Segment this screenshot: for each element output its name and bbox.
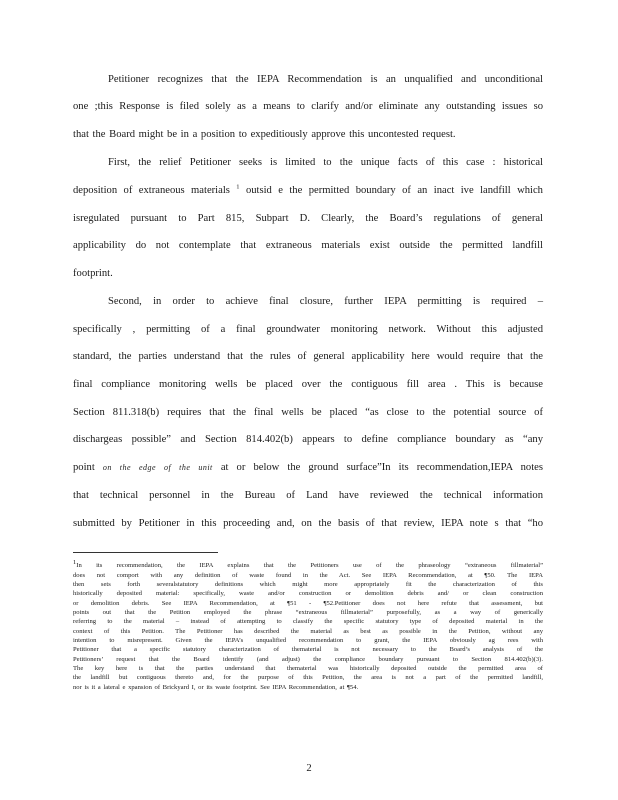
body-line-text: outsid e the permitted boundary of an inact ive landfill which	[245, 185, 543, 196]
body-line: Second, in order to achieve final closure, further IEPA permitting is required –	[108, 296, 543, 307]
body-line	[73, 184, 543, 198]
footnote-text: In its recommendation, the IEPA explains that the Petitioners use of the phraseology “extraneous fillmaterial”	[76, 562, 543, 569]
body-line: specifically , permitting of a final groundwater monitoring network. Without this adjusted	[73, 324, 543, 335]
body-line	[73, 461, 543, 475]
footnote-line: nor is it a lateral e xpansion of Brickyard I, or its waste footprint. See IEPA Recommendation, at ¶54.	[73, 684, 359, 691]
footnote-reference: 1	[236, 183, 240, 191]
body-line: First, the relief Petitioner seeks is limited to the unique facts of this case : historical	[108, 157, 543, 168]
body-line: applicability do not contemplate that extraneous materials exist outside the permitted landfill	[73, 240, 543, 251]
body-line-text: deposition of extraneous materials	[73, 185, 230, 196]
footnote-line: does not comport with any definition of waste found in the Act. See IEPA Recommendation, at ¶50. The IEPA	[73, 572, 543, 579]
body-line: final compliance monitoring wells be placed over the contiguous fill area . This is because	[73, 379, 543, 390]
footnote-line: then sets forth severalstatutory definitions which might more appropriately fit the characterization of this	[73, 581, 543, 588]
italic-quote: on the edge of the unit	[102, 463, 213, 472]
footnote-line: intention to misrepresent. Given the IEPA’s unqualified recommendation to grant, the IEPA obviously ag rees with	[73, 637, 543, 644]
footnote-separator	[73, 552, 218, 553]
body-line: one ;this Response is filed solely as a means to clarify and/or eliminate any outstanding issues so	[73, 101, 543, 112]
footnote-line: the landfill but contiguous thereto and, for the purpose of this Petition, the area is not a part of the permitted landfill,	[73, 674, 543, 681]
page-number: 2	[306, 763, 312, 774]
footnote-line: Petitioner that a specific statutory characterization of thematerial is not necessary to the Board’s analysis of the	[73, 646, 543, 653]
body-line: footprint.	[73, 268, 113, 279]
footnote-line	[73, 558, 543, 570]
footnote-line: The key here is that the parties understand that thematerial was historically deposited outside the permitted area of	[73, 665, 543, 672]
body-line: isregulated pursuant to Part 815, Subpart D. Clearly, the Board’s regulations of general	[73, 213, 543, 224]
footnote-marker: 1	[73, 558, 77, 566]
body-line: Section 811.318(b) requires that the final wells be placed “as close to the potential source of	[73, 407, 543, 418]
body-line-text: point	[73, 462, 95, 473]
body-line: dischargeas possible” and Section 814.402(b) appears to define compliance boundary as “any	[73, 434, 543, 445]
footnote-line: referring to the material – instead of attempting to classify the specific statutory type of deposited material in the	[73, 618, 543, 625]
footnote-line: context of this Petition. The Petitioner has described the material as best as possible in the Petition, without any	[73, 628, 543, 635]
body-line: that technical personnel in the Bureau of Land have reviewed the technical information	[73, 490, 543, 501]
footnote-line: Petitioners’ request that the Board identify (and adjust) the compliance boundary pursuant to Section 814.402(b)(3).	[73, 656, 543, 663]
body-line: submitted by Petitioner in this proceeding and, on the basis of that review, IEPA note s that “ho	[73, 518, 543, 529]
footnote-line: or demolition debris. See IEPA Recommendation, at ¶51 - ¶52.Petitioner does not here refute that assessment, but	[73, 600, 543, 607]
body-line: standard, the parties understand that the rules of general applicability here would require that the	[73, 351, 543, 362]
body-line: that the Board might be in a position to expeditiously approve this uncontested request.	[73, 129, 456, 140]
body-line-text: at or below the ground surface”In its recommendation,IEPA notes	[220, 462, 543, 473]
footnote-line: points out that the Petition employed the phrase “extraneous fillmaterial” purposefully, as a way of generically	[73, 609, 543, 616]
body-line: Petitioner recognizes that the IEPA Recommendation is an unqualified and unconditional	[108, 74, 543, 85]
footnote-line: historically deposited material: specifically, waste and/or construction or demolition debris and/ or clean construction	[73, 590, 543, 597]
